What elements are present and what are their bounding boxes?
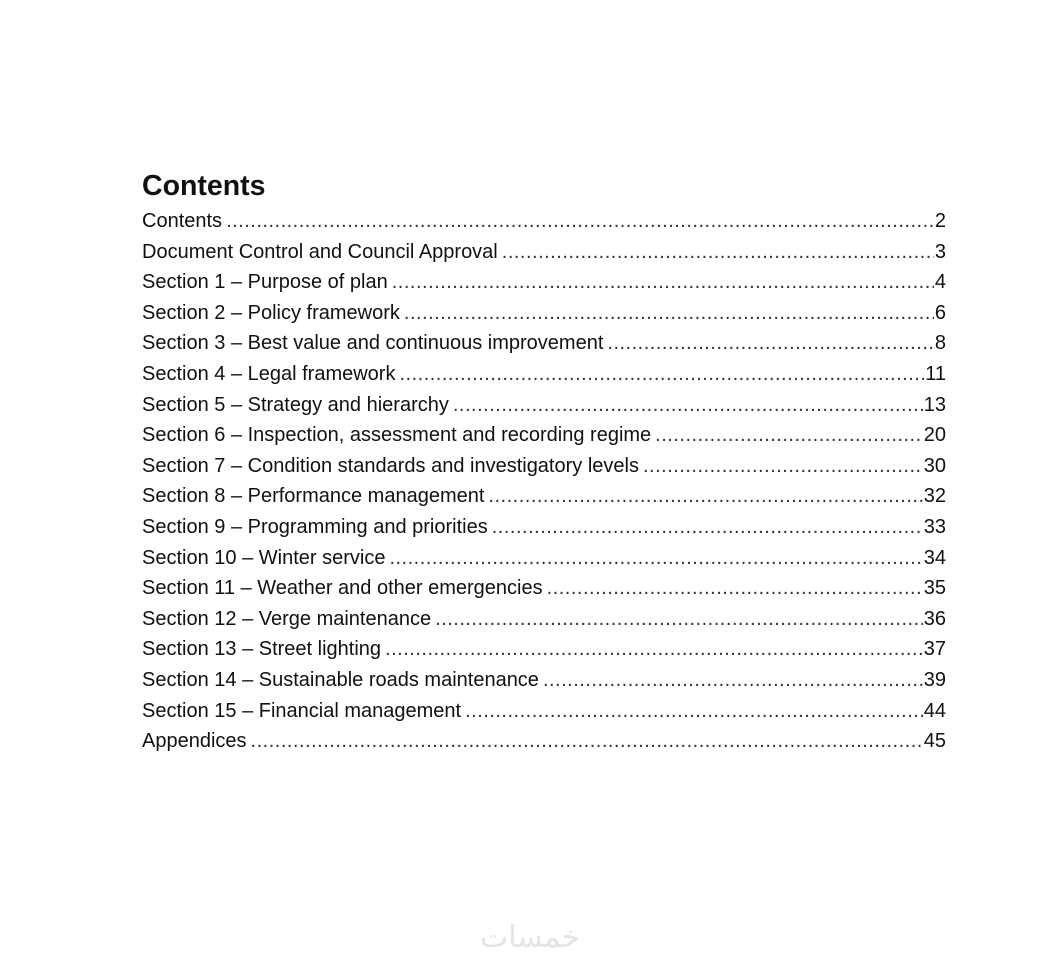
toc-dot-leader: [389, 543, 922, 574]
toc-dot-leader: [502, 237, 934, 268]
toc-page-number: 4: [934, 271, 946, 294]
toc-dot-leader: [643, 451, 923, 482]
contents-heading: Contents: [142, 170, 266, 202]
toc-dot-leader: [607, 328, 933, 359]
toc-entry[interactable]: [142, 696, 946, 727]
toc-page-number: 45: [923, 730, 946, 753]
toc-page-number: 8: [934, 332, 946, 355]
toc-dot-leader: [226, 206, 934, 237]
toc-dot-leader: [492, 512, 923, 543]
toc-dot-leader: [385, 634, 923, 665]
toc-entry[interactable]: [142, 359, 946, 390]
toc-entry[interactable]: [142, 298, 946, 329]
toc-entry[interactable]: [142, 604, 946, 635]
toc-entry[interactable]: [142, 420, 946, 451]
toc-dot-leader: [392, 267, 934, 298]
toc-entry[interactable]: [142, 573, 946, 604]
table-of-contents: [142, 206, 946, 757]
toc-entry-label: Section 6 – Inspection, assessment and recording regime: [142, 424, 652, 447]
toc-page-number: 6: [934, 301, 946, 324]
toc-entry-label: Document Control and Council Approval: [142, 240, 498, 263]
toc-entry[interactable]: [142, 512, 946, 543]
toc-page-number: 30: [923, 454, 946, 477]
toc-page-number: 3: [934, 240, 946, 263]
toc-page-number: 34: [923, 546, 946, 569]
toc-entry[interactable]: [142, 206, 946, 237]
toc-entry-label: Section 12 – Verge maintenance: [142, 607, 432, 630]
toc-entry-label: Section 13 – Street lighting: [142, 638, 382, 661]
toc-entry-label: Section 14 – Sustainable roads maintenance: [142, 668, 539, 691]
toc-page-number: 32: [923, 485, 946, 508]
toc-page-number: 39: [923, 668, 946, 691]
toc-entry-label: Section 15 – Financial management: [142, 699, 462, 722]
toc-entry[interactable]: [142, 634, 946, 665]
toc-dot-leader: [399, 359, 924, 390]
toc-page-number: 37: [923, 638, 946, 661]
toc-entry-label: Contents: [142, 210, 223, 232]
toc-dot-leader: [435, 604, 923, 635]
toc-entry-label: Section 8 – Performance management: [142, 485, 485, 508]
toc-page-number: 11: [925, 362, 946, 385]
toc-entry-label: Section 10 – Winter service: [142, 546, 386, 569]
toc-page-number: 35: [923, 577, 946, 600]
toc-page-number: 44: [923, 699, 946, 722]
toc-entry[interactable]: [142, 726, 946, 757]
toc-dot-leader: [453, 390, 923, 421]
toc-entry[interactable]: [142, 451, 946, 482]
toc-dot-leader: [465, 696, 923, 727]
toc-entry-label: Section 11 – Weather and other emergencies: [142, 577, 543, 600]
toc-entry[interactable]: [142, 267, 946, 298]
toc-entry[interactable]: [142, 390, 946, 421]
toc-entry[interactable]: [142, 481, 946, 512]
toc-entry-label: Section 7 – Condition standards and investigatory levels: [142, 454, 639, 477]
toc-entry-label: Section 9 – Programming and priorities: [142, 515, 488, 538]
toc-entry-label: Section 5 – Strategy and hierarchy: [142, 393, 449, 416]
toc-dot-leader: [655, 420, 923, 451]
toc-page-number: 33: [923, 515, 946, 538]
toc-entry-label: Section 2 – Policy framework: [142, 301, 400, 324]
toc-entry[interactable]: [142, 328, 946, 359]
toc-dot-leader: [404, 298, 934, 329]
watermark-logo: خمسات: [479, 920, 581, 955]
toc-page-number: 36: [923, 607, 946, 630]
toc-entry[interactable]: [142, 665, 946, 696]
toc-page-number: 13: [923, 393, 946, 416]
toc-entry-label: Section 3 – Best value and continuous improvement: [142, 332, 604, 355]
toc-entry-label: Appendices: [142, 730, 247, 753]
toc-entry-label: Section 4 – Legal framework: [142, 362, 396, 385]
toc-entry[interactable]: [142, 237, 946, 268]
toc-dot-leader: [488, 481, 922, 512]
toc-entry-label: Section 1 – Purpose of plan: [142, 271, 388, 294]
toc-dot-leader: [543, 665, 923, 696]
toc-dot-leader: [251, 726, 923, 757]
toc-page-number: 2: [934, 210, 946, 232]
toc-dot-leader: [547, 573, 923, 604]
toc-entry[interactable]: [142, 543, 946, 574]
toc-page-number: 20: [923, 424, 946, 447]
